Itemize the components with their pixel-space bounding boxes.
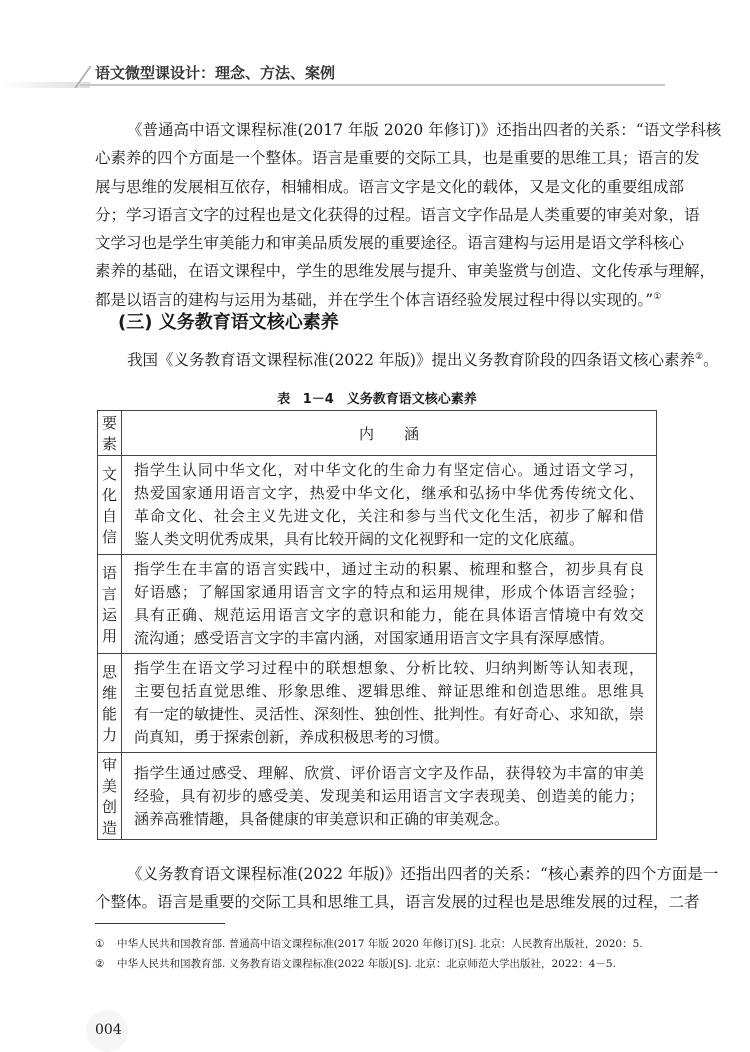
text-line: [134, 808, 644, 831]
text-line: [134, 726, 644, 749]
line-text: 革命文化、社会主义先进文化，关注和参与当代文化生活，初步了解和借: [133, 507, 644, 525]
running-title: 语文微型课设计：理念、方法、案例: [95, 64, 336, 82]
line-text: 分；学习语言文字的过程也是文化获得的过程。语言文字作品是人类重要的审美对象，语: [95, 205, 700, 224]
footnote-ref[interactable]: ①: [653, 291, 662, 302]
line-text: 展与思维的发展相互依存，相辅相成。语言文字是文化的载体，又是文化的重要组成部: [95, 177, 685, 196]
footnote-2: [95, 954, 660, 974]
line-text: 指学生在语文学习过程中的联想想象、分析比较、归纳判断等认知表现，: [133, 659, 644, 677]
column-header-element: 要素: [98, 411, 122, 456]
table-header-row: [98, 411, 657, 456]
table-row: [98, 753, 657, 840]
text-line: [134, 785, 644, 808]
page-number: 004: [95, 1022, 122, 1038]
line-text: 流沟通；感受语言文字的丰富内涵，对国家通用语言文字具有深厚感情。: [133, 629, 614, 647]
line-text: 指学生在丰富的语言实践中，通过主动的积累、梳理和整合，初步具有良: [133, 560, 644, 578]
line-text: 具有正确、规范运用语言文字的意识和能力，能在具体语言情境中有效交: [133, 606, 644, 624]
content-cell: [121, 456, 656, 555]
paragraph-3: [95, 860, 719, 917]
content-cell: [121, 753, 656, 840]
line-text: 素养的基础，在语文课程中，学生的思维发展与提升、审美鉴赏与创造、文化传承与理解，: [95, 262, 716, 281]
paragraph-2: [95, 346, 719, 374]
footnote-mark: ②: [95, 957, 105, 970]
line-text: 都是以语言的建构与运用为基础，并在学生个体言语经验发展过程中得以实现的。”: [95, 290, 654, 309]
text-line: [134, 762, 644, 785]
line-text: 《普通高中语文课程标准(2017 年版 2020 年修订)》还指出四者的关系：“语文学科核: [127, 121, 722, 139]
line-text: 涵养高雅情趣，具备健康的审美意识和正确的审美观念。: [133, 809, 509, 828]
element-cell: 审美创造: [98, 753, 122, 840]
footnote-ref[interactable]: ②: [694, 351, 704, 362]
footnotes: [95, 934, 660, 974]
footnote-rule: [95, 923, 225, 924]
footnote-1: [95, 934, 660, 954]
footnote-mark: ①: [95, 937, 105, 950]
text-line: [95, 257, 716, 285]
line-text: 有一定的敏捷性、灵活性、深刻性、独创性、批判性。有好奇心、求知欲，崇: [133, 705, 644, 723]
text-line: [95, 116, 722, 144]
line-text: 心素养的四个方面是一个整体。语言是重要的交际工具，也是重要的思维工具；语言的发: [95, 149, 700, 168]
text-line: [134, 703, 644, 726]
lower-content: [95, 410, 719, 974]
text-line: [134, 657, 644, 680]
line-text: 文学习也是学生审美能力和审美品质发展的重要途径。语言建构与运用是语文学科核心: [95, 234, 685, 253]
line-text: 我国《义务教育语文课程标准(2022 年版)》提出义务教育阶段的四条语文核心素养: [127, 351, 695, 369]
element-cell: 思维能力: [98, 654, 122, 753]
line-text: 指学生认同中华文化，对中华文化的生命力有坚定信心。通过语文学习，: [133, 461, 644, 479]
line-text: 主要包括直觉思维、形象思维、逻辑思维、辩证思维和创造思维。思维具: [133, 682, 644, 700]
line-text: 《义务教育语文课程标准(2022 年版)》还指出四者的关系：“核心素养的四个方面是一: [127, 865, 719, 883]
header-rule: [80, 84, 665, 86]
line-text: 鉴人类文明优秀成果，具有比较开阔的文化视野和一定的文化底蕴。: [133, 530, 584, 548]
content-cell: [121, 555, 656, 654]
table-row: [98, 555, 657, 654]
line-text: 个整体。语言是重要的交际工具和思维工具，语言发展的过程也是思维发展的过程，二者: [95, 893, 700, 912]
footnote-text: 中华人民共和国教育部. 普通高中语文课程标准(2017 年版 2020 年修订)[S]. 北京：人民教育出版社，2020：5.: [117, 937, 643, 950]
text-line: [134, 558, 644, 581]
paragraph-1: [95, 116, 722, 314]
text-line: [95, 144, 700, 172]
text-line: [134, 482, 644, 505]
table-row: [98, 456, 657, 555]
table-row: [98, 654, 657, 753]
content-cell: [121, 654, 656, 753]
element-cell: 语言运用: [98, 555, 122, 654]
text-line: [95, 860, 719, 888]
text-line: [134, 604, 644, 627]
text-line: [134, 581, 644, 604]
text-line: [134, 627, 644, 650]
footnote-text: 中华人民共和国教育部. 义务教育语文课程标准(2022 年版)[S]. 北京：北京师范大学出版社，2022：4－5.: [117, 957, 616, 970]
line-text: 经验，具有初步的感受美、发现美和运用语言文字表现美、创造美的能力；: [133, 786, 644, 805]
line-text: 好语感；了解国家通用语言文字的特点和运用规律，形成个体语言经验；: [133, 583, 644, 601]
line-text: 尚真知，勇于探索创新，养成积极思考的习惯。: [133, 728, 449, 746]
line-text: 热爱国家通用语言文字，热爱中华文化，继承和弘扬中华优秀传统文化、: [133, 484, 644, 502]
text-line: [95, 201, 700, 229]
paragraph-line: [95, 346, 719, 374]
text-line: [134, 680, 644, 703]
line-tail: 。: [703, 351, 719, 369]
core-literacy-table: [97, 410, 657, 840]
column-header-content: 内 涵: [121, 411, 656, 456]
text-line: [134, 459, 644, 482]
line-text: 指学生通过感受、理解、欣赏、评价语言文字及作品，获得较为丰富的审美: [133, 763, 644, 782]
text-line: [95, 888, 700, 916]
text-line: [95, 173, 685, 201]
table-caption: 表 1－4 义务教育语文核心素养: [277, 392, 477, 407]
text-line: [95, 229, 685, 257]
text-line: [134, 528, 644, 551]
element-cell: 文化自信: [98, 456, 122, 555]
text-line: [134, 505, 644, 528]
section-heading: (三) 义务教育语文核心素养: [118, 312, 339, 333]
